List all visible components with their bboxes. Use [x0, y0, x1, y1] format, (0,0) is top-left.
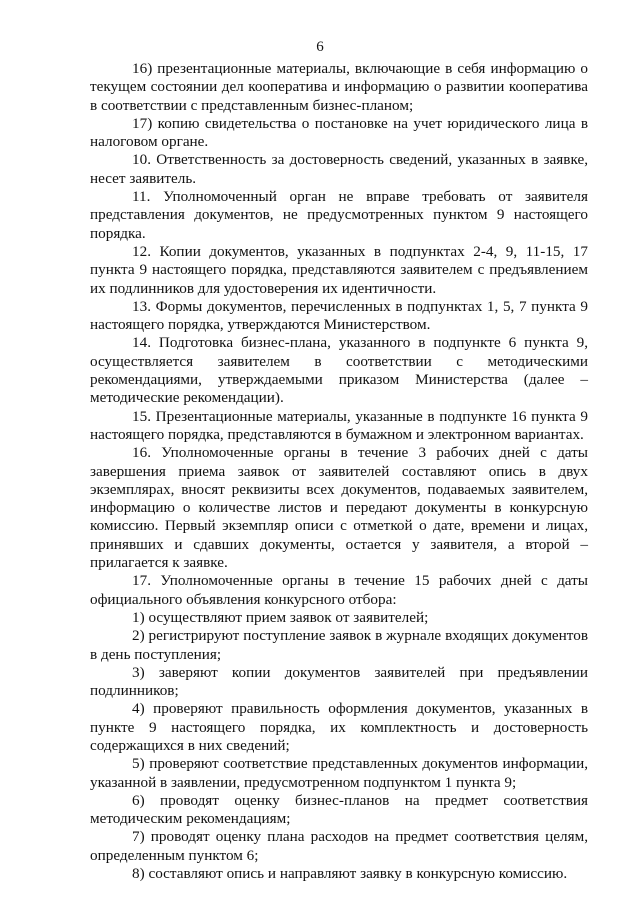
document-body — [90, 60, 588, 883]
paragraph-subitem-3: 3) заверяют копии документов заявителей при предъявлении подлинников; — [90, 663, 588, 700]
paragraph-subitem-1: 1) осуществляют прием заявок от заявителей; — [132, 608, 429, 626]
paragraph-clause-15: 15. Презентационные материалы, указанные в подпункте 16 пункта 9 настоящего порядка, представляются в бумажном и электронном вариантах. — [90, 407, 588, 443]
paragraph-clause-10: 10. Ответственность за достоверность сведений, указанных в заявке, несет заявитель. — [90, 151, 588, 187]
paragraph-item-17: 17) копию свидетельства о постановке на учет юридического лица в налоговом органе. — [90, 114, 588, 151]
paragraph-subitem-7: 7) проводят оценку плана расходов на предмет соответствия целям, определенным пунктом 6; — [90, 828, 588, 864]
paragraph-clause-11: 11. Уполномоченный орган не вправе требовать от заявителя представления документов, не предусмотренных пунктом 9 настоящего порядка. — [90, 188, 588, 242]
paragraph-subitem-5: 5) проверяют соответствие представленных документов информации, указанной в заявлении, предусмотренном подпунктом 1 пункта 9; — [90, 755, 588, 791]
paragraph-clause-17: 17. Уполномоченные органы в течение 15 рабочих дней с даты официального объявления конкурсного отбора: — [90, 572, 588, 608]
paragraph-subitem-8: 8) составляют опись и направляют заявку в конкурсную комиссию. — [132, 865, 568, 883]
paragraph-clause-14: 14. Подготовка бизнес-плана, указанного в подпункте 6 пункта 9, осуществляется заявителем в соответствии с методическими рекомендациями, утверждаемыми приказом Министерства (далее – методические рекомендации). — [90, 334, 588, 407]
paragraph-clause-16: 16. Уполномоченные органы в течение 3 рабочих дней с даты завершения приема заявок от заявителей составляют опись в двух экземплярах, вносят реквизиты всех документов, подаваемых заявителем, информацию о количестве листов и передают документы в конкурсную комиссию. Первый экземпляр описи с отметкой о дате, времени и лицах, принявших и сдавших документы, остается у заявителя, а второй – прилагается к заявке. — [90, 444, 588, 572]
paragraph-subitem-4: 4) проверяют правильность оформления документов, указанных в пункте 9 настоящего порядка, их комплектность и достоверность содержащихся в них сведений; — [90, 700, 588, 754]
paragraph-item-16: 16) презентационные материалы, включающие в себя информацию о текущем состоянии дел кооператива и информацию о развитии кооператива в соответствии с представленным бизнес-планом; — [90, 60, 588, 114]
paragraph-subitem-6: 6) проводят оценку бизнес-планов на предмет соответствия методическим рекомендациям; — [90, 791, 588, 828]
paragraph-subitem-2: 2) регистрируют поступление заявок в журнале входящих документов в день поступления; — [90, 627, 588, 663]
paragraph-clause-12: 12. Копии документов, указанных в подпунктах 2-4, 9, 11-15, 17 пункта 9 настоящего порядка, представляются заявителем с предъявлением их подлинников для удостоверения их идентичности. — [90, 242, 588, 297]
paragraph-clause-13: 13. Формы документов, перечисленных в подпунктах 1, 5, 7 пункта 9 настоящего порядка, утверждаются Министерством. — [90, 297, 588, 334]
page-number: 6 — [316, 39, 324, 55]
